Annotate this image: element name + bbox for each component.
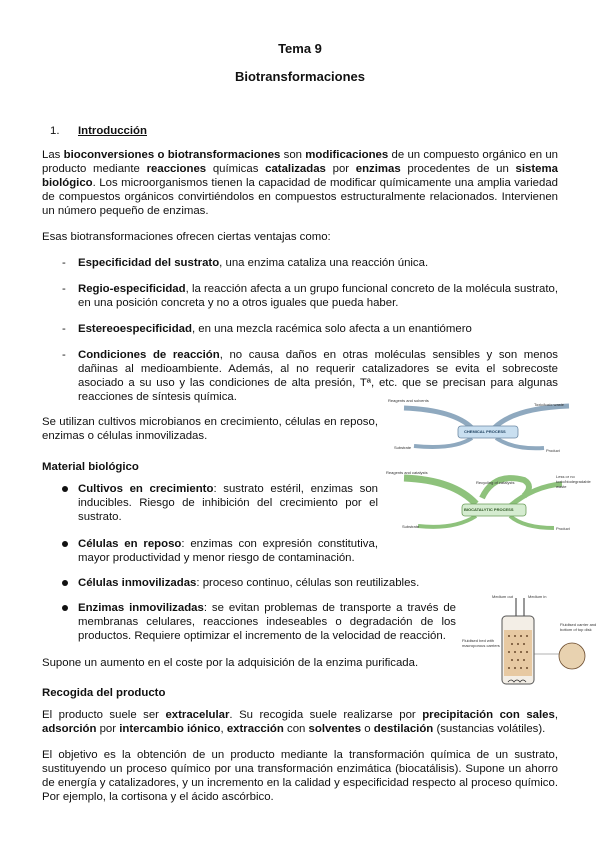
text-run: . Los microorganismos tienen la capacidad de modificar químicamente una amplia variedad de compuestos orgánicos convirtiéndolos en compuestos estructuralmente relacionados. Intervienen un número pequeño de enzimas. (42, 177, 558, 217)
bold-term: Regio-especificidad (78, 283, 186, 295)
advantage-item (78, 348, 558, 404)
bold-term: bioconversiones o biotransformaciones (63, 149, 281, 161)
cultures-paragraph: Se utilizan cultivos microbianos en crecimiento, células en reposo, enzimas o células inmovilizadas. (42, 416, 378, 442)
tema-number: Tema 9 (278, 41, 322, 56)
fluidised-bed (504, 630, 532, 676)
waste-arrow (510, 484, 562, 506)
biocatalytic-process-figure (384, 466, 598, 540)
bold-term: Células en reposo (78, 538, 182, 550)
bold-term: Condiciones de reacción (78, 349, 220, 361)
bullet-dash: - (62, 349, 66, 361)
bold-term: Especificidad del sustrato (78, 257, 220, 269)
substrate-label: Substrate (394, 445, 412, 450)
bold-term: enzimas (355, 163, 401, 175)
material-item (78, 537, 378, 565)
bold-term: solventes (308, 723, 362, 735)
material-item (78, 482, 378, 524)
text-run: con (283, 723, 309, 735)
text-run: , (554, 709, 558, 721)
bullet-dash: - (62, 283, 66, 295)
bullet-dash: - (62, 323, 66, 335)
bold-term: intercambio iónico (119, 723, 221, 735)
section-heading-introduccion: Introducción (78, 125, 147, 137)
text-run: (sustancias volátiles). (433, 723, 546, 735)
text-run: . Su recogida suele realizarse por (229, 709, 423, 721)
bold-term: precipitación con sales (422, 709, 555, 721)
text-run: son (280, 149, 306, 161)
catalysts-label: Reagents and catalysts (386, 470, 428, 475)
text-run: de un compuesto orgánico en un producto mediante (42, 149, 558, 175)
product-arrow (496, 438, 544, 448)
substrate-arrow (418, 516, 476, 527)
chemical-process-figure (384, 398, 584, 460)
material-item (78, 576, 458, 590)
reagents-label: Reagents and solvents (388, 398, 429, 403)
bold-term: Células inmovilizadas (78, 577, 197, 589)
bullet-dot (62, 580, 68, 586)
product-label: Product (556, 526, 570, 531)
text-run: : enzimas con expresión constitutiva, mayor productividad y menor riesgo de contaminación. (78, 538, 379, 564)
bold-term: sistema biológico (42, 163, 558, 189)
bold-term: reacciones (146, 163, 207, 175)
medium-in-label: Medium in (528, 594, 547, 599)
text-run: : proceso continuo, células son reutilizables. (196, 577, 420, 589)
bed-label: Fluidised bed with macroporous carriers (462, 638, 500, 648)
text-run: químicas (206, 163, 266, 175)
advantages-intro: Esas biotransformaciones ofrecen ciertas ventajas como: (42, 231, 331, 243)
bullet-dash: - (62, 257, 66, 269)
text-run: procedentes de un (400, 163, 516, 175)
advantage-item (78, 282, 558, 310)
text-run: , la reacción afecta a un grupo funcional concreto de la molécula sustrato, en una posición concreta y no a otros iguales que pueda haber. (78, 283, 558, 309)
process-label: CHEMICAL PROCESS (464, 429, 506, 434)
section-number: 1. (50, 125, 60, 137)
text-run: por (96, 723, 120, 735)
intro-paragraph (42, 148, 558, 218)
advantage-item (78, 322, 558, 336)
carrier-zoom (559, 643, 585, 669)
carrier-label: Fluidised carrier and bottom of top disk (560, 622, 597, 632)
catalyst-arrow (404, 478, 476, 504)
bold-term: extracelular (165, 709, 230, 721)
bold-term: catalizadas (265, 163, 326, 175)
text-run: : sustrato estéril, enzimas son inducibles. Riesgo de inhibición del crecimiento por el sustrato. (78, 483, 379, 523)
recogida-heading: Recogida del producto (42, 687, 166, 699)
bullet-dot (62, 605, 68, 611)
text-run: Las (42, 149, 64, 161)
text-run: : se evitan problemas de transporte a través de membranas celulares, reacciones indeseables o degradación de los productos. Requiere optimizar el incremento de la velocidad de reacción. (78, 602, 456, 642)
waste-label: Toxic/toxic waste (534, 402, 565, 407)
material-heading: Material biológico (42, 461, 139, 473)
objective-paragraph: El objetivo es la obtención de un producto mediante la transformación química de un sustrato, sustituyendo un proceso químico por una transformación enzimática (biocatálisis). Supone un ahorro de energía y catalizadores, y un incremento en la calidad y especificidad respecto al proceso químico. Por ejemplo, la cortisona y el ácido ascórbico. (42, 749, 558, 803)
bold-term: Estereoespecificidad (78, 323, 192, 335)
bold-term: Enzimas inmovilizadas (78, 602, 204, 614)
bullet-dot (62, 541, 68, 547)
bullet-dot (62, 486, 68, 492)
bold-term: modificaciones (305, 149, 389, 161)
advantage-item (78, 256, 558, 270)
substrate-arrow (414, 438, 472, 447)
bioreactor-figure (462, 594, 598, 692)
waste-label: Less or no toxic/biodegradable waste (556, 474, 591, 489)
product-arrow (510, 516, 554, 528)
material-cost-note: Supone un aumento en el coste por la adquisición de la enzima purificada. (42, 657, 419, 669)
text-run: , no causa daños en otras moléculas sensibles y son menos dañinas al medioambiente. Además, al no requerir catalizadores se evita el sobrecoste asociado a su uso y las condiciones de alta presión, Tª, etc. que se precisan para algunas reacciones de síntesis química. (78, 349, 558, 403)
text-run: o (361, 723, 374, 735)
waste-arrow (494, 406, 569, 428)
medium-out-label: Medium out (492, 594, 513, 599)
substrate-label: Substrate (402, 524, 420, 529)
text-run: , una enzima cataliza una reacción única. (219, 257, 429, 269)
text-run: , en una mezcla racémica solo afecta a un enantiómero (191, 323, 472, 335)
product-label: Product (546, 448, 560, 453)
text-run: El producto suele ser (42, 709, 166, 721)
material-item (78, 601, 456, 643)
bold-term: adsorción (42, 723, 97, 735)
reagent-arrow (404, 408, 472, 428)
recycling-label: Recycling of catalysts (476, 480, 515, 485)
page-title: Biotransformaciones (234, 69, 366, 84)
bold-term: extracción (226, 723, 284, 735)
text-run: por (325, 163, 356, 175)
recogida-paragraph (42, 708, 558, 736)
text-run: , (220, 723, 227, 735)
bold-term: Cultivos en crecimiento (78, 483, 214, 495)
bold-term: destilación (373, 723, 434, 735)
process-label: BIOCATALYTIC PROCESS (464, 507, 514, 512)
